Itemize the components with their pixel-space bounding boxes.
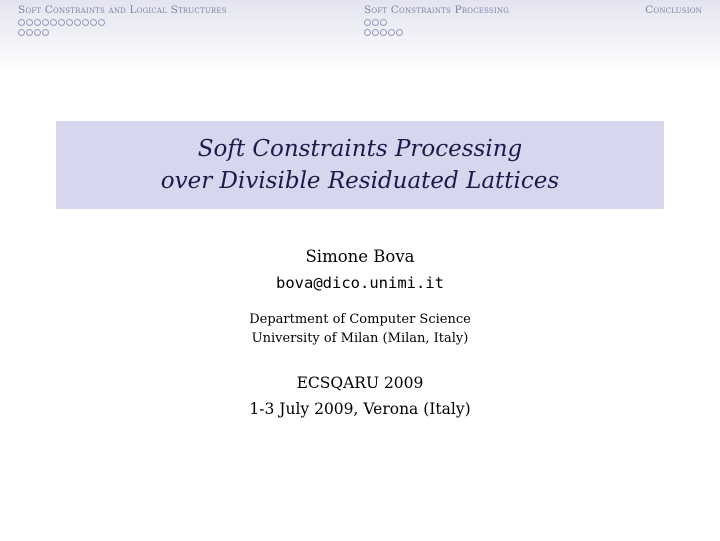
conference-block [0, 370, 720, 422]
affiliation-department: Department of Computer Science [249, 312, 471, 327]
title-line-2: over Divisible Residuated Lattices [160, 168, 560, 194]
nav-frame-dot[interactable] [82, 19, 89, 26]
nav-frame-dot[interactable] [50, 19, 57, 26]
nav-frame-dot[interactable] [364, 19, 371, 26]
nav-frame-dot[interactable] [90, 19, 97, 26]
nav-dots-row [364, 19, 509, 26]
nav-frame-dot[interactable] [34, 19, 41, 26]
title-block [56, 121, 664, 209]
nav-frame-dot[interactable] [66, 19, 73, 26]
nav-section-title[interactable]: Conclusion [645, 4, 702, 16]
nav-dots-row [18, 29, 227, 36]
nav-frame-dot[interactable] [42, 29, 49, 36]
author-email: bova@dico.unimi.it [276, 274, 444, 292]
nav-frame-dot[interactable] [364, 29, 371, 36]
title-line-1: Soft Constraints Processing [197, 136, 523, 162]
nav-frame-dot[interactable] [58, 19, 65, 26]
conference-name: ECSQARU 2009 [296, 374, 424, 392]
navigation-bar [0, 0, 720, 72]
nav-section-title[interactable]: Soft Constraints Processing [364, 4, 510, 16]
nav-frame-dot[interactable] [18, 19, 25, 26]
nav-frame-dot[interactable] [372, 19, 379, 26]
conference-date-place: 1-3 July 2009, Verona (Italy) [249, 400, 471, 418]
nav-frame-dot[interactable] [98, 19, 105, 26]
author-block [0, 244, 720, 422]
nav-frame-dot[interactable] [74, 19, 81, 26]
nav-frame-dot[interactable] [18, 29, 25, 36]
nav-frame-dot[interactable] [372, 29, 379, 36]
author-name: Simone Bova [305, 247, 415, 266]
nav-frame-dot[interactable] [380, 19, 387, 26]
nav-dots-row [364, 29, 509, 36]
nav-frame-dot[interactable] [26, 29, 33, 36]
nav-frame-dot[interactable] [42, 19, 49, 26]
nav-frame-dot[interactable] [26, 19, 33, 26]
nav-frame-dot[interactable] [396, 29, 403, 36]
nav-section-title[interactable]: Soft Constraints and Logical Structures [18, 4, 227, 16]
nav-dots-row [18, 19, 227, 26]
nav-frame-dot[interactable] [388, 29, 395, 36]
affiliation [0, 310, 720, 348]
affiliation-university: University of Milan (Milan, Italy) [251, 331, 469, 346]
nav-section-soft-constraints-logical-structures[interactable] [18, 4, 227, 36]
nav-frame-dot[interactable] [34, 29, 41, 36]
nav-section-conclusion[interactable] [645, 4, 702, 16]
nav-section-soft-constraints-processing[interactable] [364, 4, 509, 36]
nav-frame-dot[interactable] [380, 29, 387, 36]
